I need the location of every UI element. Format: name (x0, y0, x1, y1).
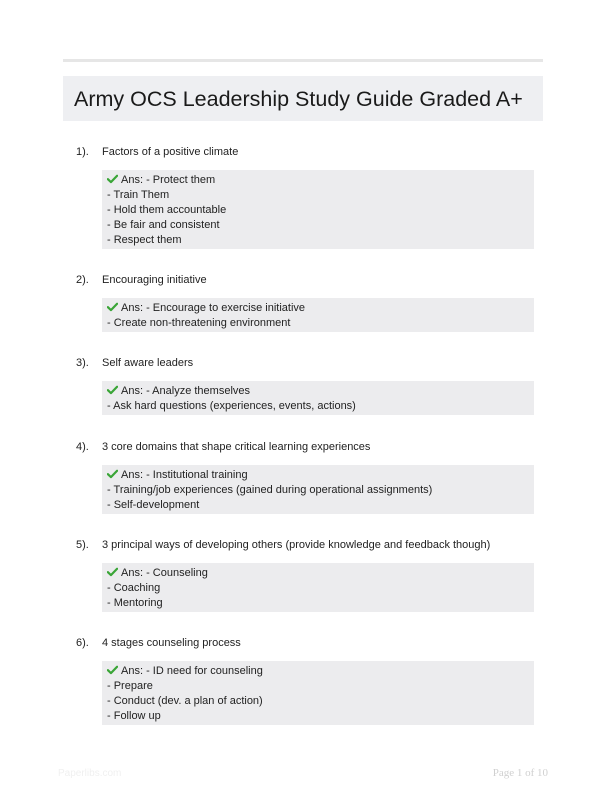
answer-line: - Self-development (107, 499, 200, 511)
answer-line: Ans: - Protect them (107, 173, 534, 188)
question-text: 3 core domains that shape critical learning experiences (102, 441, 371, 453)
answer-line: - Follow up (107, 710, 161, 722)
checkmark-icon (107, 174, 118, 184)
answer-line: - Coaching (107, 582, 161, 594)
answer-line: - Train Them (107, 189, 170, 201)
question-number: 3). (76, 357, 89, 369)
checkmark-icon (107, 469, 118, 479)
checkmark-icon (107, 302, 118, 312)
question-number: 4). (76, 441, 89, 453)
answer-line: Ans: - ID need for counseling (107, 664, 534, 679)
answer-line: - Mentoring (107, 597, 163, 609)
answer-box (102, 563, 534, 612)
answer-line: - Hold them accountable (107, 204, 227, 216)
question-text: Factors of a positive climate (102, 146, 239, 158)
answer-line: - Conduct (dev. a plan of action) (107, 695, 263, 707)
answer-line: Ans: - Institutional training (107, 468, 534, 483)
checkmark-icon (107, 567, 118, 577)
answer-line: - Training/job experiences (gained during operational assignments) (107, 484, 433, 496)
page-indicator: Page 1 of 10 (492, 767, 548, 779)
checkmark-icon (107, 385, 118, 395)
answer-line: - Prepare (107, 680, 153, 692)
answer-line: - Create non-threatening environment (107, 317, 291, 329)
answer-box (102, 170, 534, 249)
answer-line: - Ask hard questions (experiences, events, actions) (107, 400, 356, 412)
question-text: 3 principal ways of developing others (provide knowledge and feedback though) (102, 539, 491, 551)
answer-box (102, 298, 534, 332)
answer-box (102, 465, 534, 514)
page-title: Army OCS Leadership Study Guide Graded A+ (74, 87, 523, 111)
question-number: 2). (76, 274, 89, 286)
question-number: 5). (76, 539, 89, 551)
question-text: Self aware leaders (102, 357, 194, 369)
answer-line: Ans: - Encourage to exercise initiative (107, 301, 534, 316)
top-divider (63, 59, 543, 62)
title-banner (63, 76, 543, 121)
answer-line: Ans: - Counseling (107, 566, 534, 581)
answer-line: - Be fair and consistent (107, 219, 220, 231)
answer-box (102, 381, 534, 415)
question-number: 1). (76, 146, 89, 158)
question-number: 6). (76, 637, 89, 649)
answer-line: Ans: - Analyze themselves (107, 384, 534, 399)
footer-watermark: Paperlibs.com (58, 768, 122, 779)
answer-box (102, 661, 534, 725)
answer-line: - Respect them (107, 234, 182, 246)
question-text: Encouraging initiative (102, 274, 207, 286)
checkmark-icon (107, 665, 118, 675)
question-text: 4 stages counseling process (102, 637, 241, 649)
